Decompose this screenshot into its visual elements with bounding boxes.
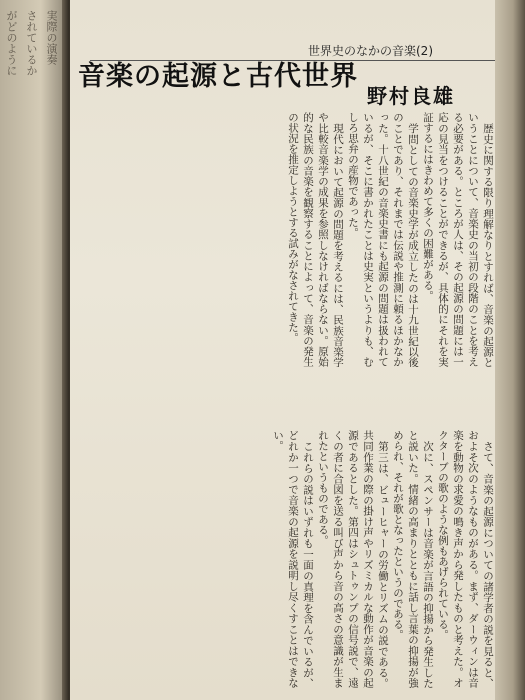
- left-page-text-fragment: 実際の演奏: [45, 10, 58, 65]
- paragraph: 第三は、ビューヒャーの労働とリズムの説である。共同作業の際の掛け声やリズミカルな動作が音楽の起源であるとした。第四はシュトゥンプの信号説で、遠くの者に合図を送る叫び声から音の高さの意識が生まれたというものである。: [317, 430, 389, 688]
- left-page: [0, 0, 68, 700]
- left-page-text-fragment: されているか: [25, 10, 38, 76]
- paragraph: これらの説はいずれも一面の真理を含んでいるが、どれか一つで音楽の起源を説明し尽くすことはできない。: [272, 430, 314, 688]
- paragraph: 現代において起源の問題を考えるには、民族音楽学や比較音楽学の成果を参照しなければならない。原始的な民族の音楽を観察することによって、音楽の発生の状況を推定しようとする試みがなされてきた。: [287, 112, 344, 367]
- body-text-upper: [76, 112, 495, 367]
- paragraph: 歴史に関する限り理解なりとすれば、音楽の起源ということについて、音楽史の当初の段階のことを考える必要がある。ところが人は、その起源の問題には一応の見当をつけることができるが、具体的にそれを実証するにはきわめて多くの困難がある。: [422, 112, 494, 367]
- paragraph: さて、音楽の起源についての諸学者の説を見ると、およそ次のようなものがある。まず、ダーウィンは音楽を動物の求愛の鳴き声から発したものと考えた。オクターブの歌のような例もあげられている。: [437, 430, 494, 688]
- body-text-lower: [76, 430, 495, 688]
- left-page-text-fragment: がどのように: [5, 10, 18, 76]
- paragraph: 次に、スペンサーは音楽が言語の抑揚から発生したと説いた。情緒の高まりとともに話し言葉の抑揚が強められ、それが歌となったというのである。: [392, 430, 434, 688]
- series-label: 世界史のなかの音楽(2): [308, 44, 433, 58]
- paragraph: 学問としての音楽史学が成立したのは十九世紀以後のことであり、それまでは伝説や推測に頼るほかなかった。十八世紀の音楽史書にも起源の問題は扱われているが、そこに書かれたことは史実というよりも、むしろ思弁の産物であった。: [347, 112, 419, 367]
- article-author: 野村良雄: [367, 84, 455, 108]
- right-page: [70, 0, 525, 700]
- tier-divider: [76, 372, 495, 378]
- article-title: 音楽の起源と古代世界: [78, 61, 358, 92]
- page-stack-edge: [495, 0, 525, 700]
